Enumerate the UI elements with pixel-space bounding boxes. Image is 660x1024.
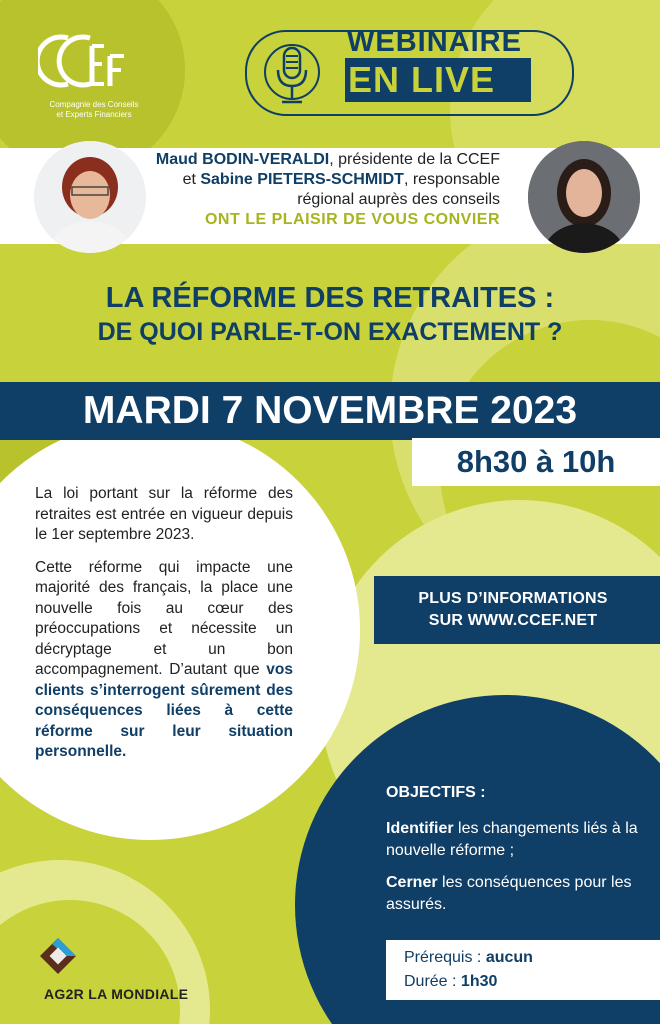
person-icon (34, 141, 146, 253)
objectives-heading: OBJECTIFS : (386, 784, 486, 801)
logo-subtitle-line2: et Experts Financiers (56, 110, 132, 119)
description-para2-plain: Cette réforme qui impacte une majorité des français, la place une nouvelle fois au cœur des préoccupations et nécessite un décryptage et un bon accompagnement. D’autant que (35, 558, 293, 678)
objective-item-2-rest: les conséquences pour les assurés. (386, 874, 632, 913)
ccef-logo (38, 30, 128, 92)
duration-label: Durée : (404, 973, 461, 990)
logo-subtitle (34, 100, 154, 120)
prereq-label: Prérequis : (404, 949, 486, 966)
description-para1: La loi portant sur la réforme des retraites est entrée en vigueur depuis le 1er septembre 2023. (35, 485, 293, 543)
hosts-intro (150, 150, 500, 230)
description-para2-bold: vos clients s’interrogent sûrement des conséquences liées à cette réforme sur leur situation personnelle. (35, 661, 293, 760)
description-para2 (35, 558, 293, 763)
host1-photo (34, 141, 146, 253)
prereq-value: aucun (485, 949, 533, 966)
objective-item-1-rest: les changements liés à la nouvelle réforme ; (386, 820, 638, 859)
live-label: EN LIVE (348, 59, 496, 100)
duration-row (404, 970, 533, 994)
event-date: MARDI 7 NOVEMBRE 2023 (82, 389, 578, 432)
host2-role: , responsable régional auprès des conseils (297, 171, 500, 208)
invite-text: ONT LE PLAISIR DE VOUS CONVIER (204, 211, 500, 228)
event-time: 8h30 à 10h (456, 444, 616, 479)
objective-item-2-bold: Cerner (386, 874, 438, 891)
host2-name: Sabine PIETERS-SCHMIDT (200, 171, 404, 188)
sponsor-name: AG2R LA MONDIALE (44, 986, 189, 1002)
objective-item-1-bold: Identifier (386, 820, 454, 837)
requirements (404, 946, 533, 994)
host1-role: , présidente de la CCEF et (182, 151, 500, 188)
objective-item-2 (386, 872, 646, 916)
more-info-line1: PLUS D’INFORMATIONS (418, 590, 608, 607)
person-icon (528, 141, 640, 253)
duration-value: 1h30 (460, 973, 498, 990)
description (35, 484, 293, 775)
more-info-url[interactable]: SUR WWW.CCEF.NET (428, 612, 598, 629)
ag2r-logo-icon (38, 936, 78, 976)
headline-line2: DE QUOI PARLE-T-ON EXACTEMENT ? (97, 318, 563, 346)
host1-name: Maud BODIN-VERALDI (155, 151, 330, 168)
objectives (386, 782, 646, 926)
prereq-row (404, 946, 533, 970)
logo-subtitle-line1: Compagnie des Conseils (49, 100, 139, 109)
headline-line1: LA RÉFORME DES RETRAITES : (105, 282, 555, 314)
microphone-icon (262, 36, 322, 110)
objective-item-1 (386, 818, 646, 862)
more-info-link[interactable] (378, 588, 648, 632)
webinar-title: WEBINAIRE (347, 26, 522, 58)
host2-photo (528, 141, 640, 253)
